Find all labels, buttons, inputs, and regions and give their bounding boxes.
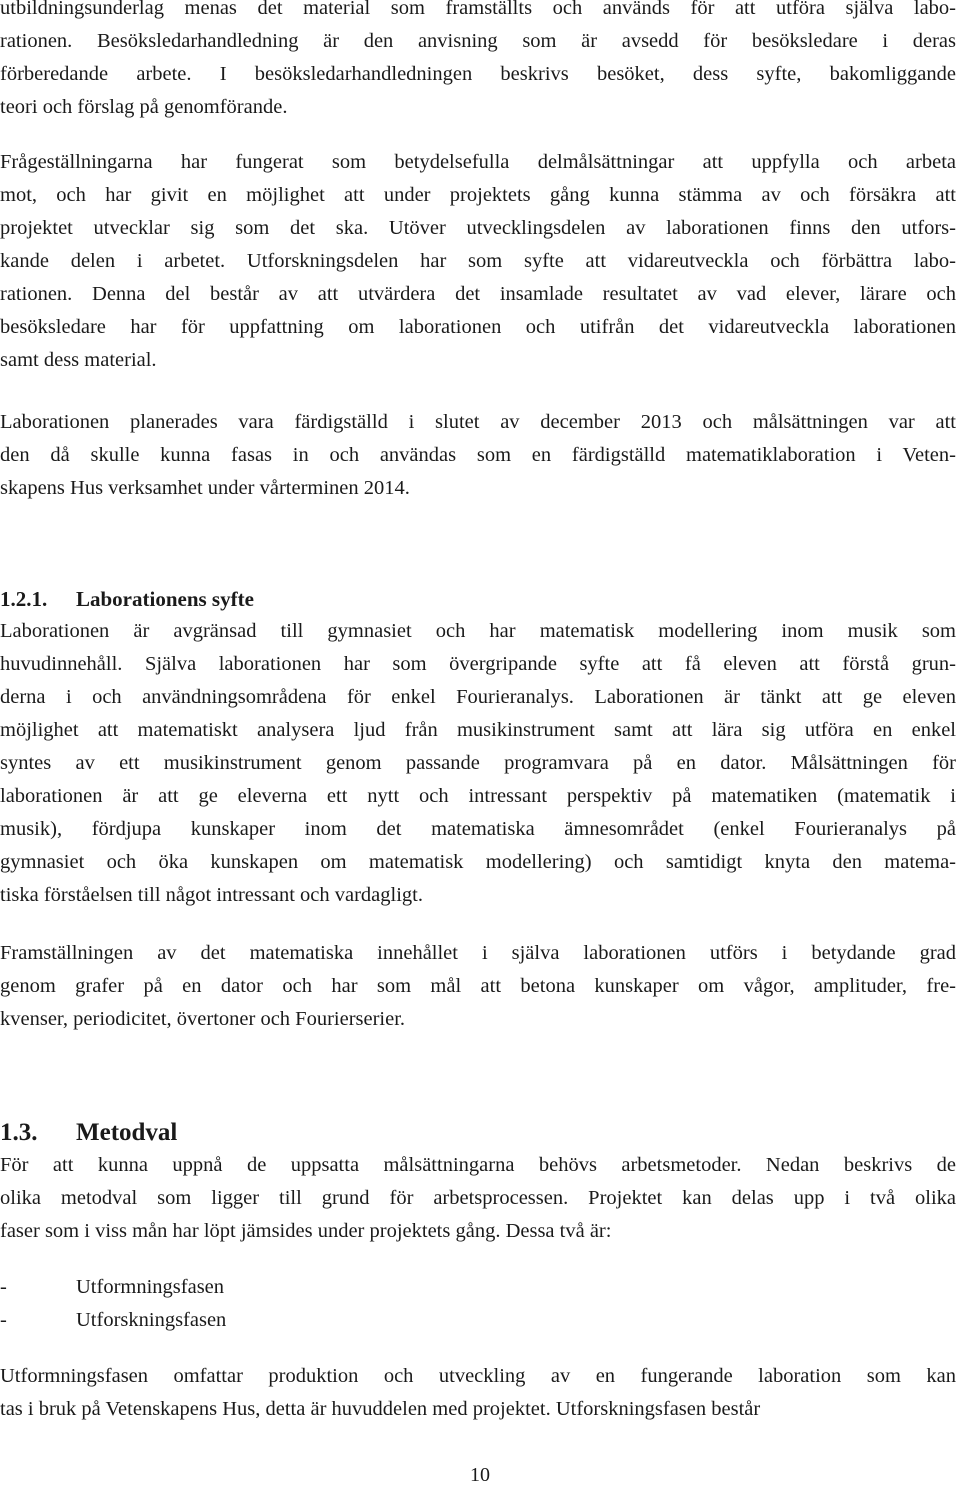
section-heading-1-3 [0,1115,956,1151]
paragraph-5 [0,937,956,1036]
text-line: tiska förståelsen till något intressant och vardagligt. [0,884,423,906]
text-line: tas i bruk på Vetenskapens Hus, detta är huvuddelen med projektet. Utforskningsfasen består [0,1398,761,1420]
list-item [0,1271,956,1304]
page-number: 10 [470,1464,490,1486]
list-item-text: Utformningsfasen [76,1276,225,1298]
paragraph-6 [0,1149,956,1248]
text-line: musik), fördjupa kunskaper inom det matematiska ämnesområdet (enkel Fourieranalys på [0,818,956,840]
paragraph-3 [0,406,956,505]
list-bullet: - [0,1309,7,1331]
text-line: förberedande arbete. I besöksledarhandledningen beskrivs besöket, dess syfte, bakomliggande [0,63,956,85]
text-line: kande delen i arbetet. Utforskningsdelen har som syfte att vidareutveckla och förbättra labo- [0,250,956,272]
text-line: teori och förslag på genomförande. [0,96,288,118]
text-line: den då skulle kunna fasas in och användas som en färdigställd matematiklaboration i Veten- [0,444,956,466]
list-item [0,1304,956,1337]
text-line: möjlighet att matematiskt analysera ljud från musikinstrument samt att lära sig utföra en enkel [0,719,956,741]
section-number: 1.2.1. [0,587,48,611]
section-number: 1.3. [0,1119,38,1146]
text-line: rationen. Besöksledarhandledning är den anvisning som är avsedd för besöksledare i deras [0,30,956,52]
text-line: genom grafer på en dator och har som mål att betona kunskaper om vågor, amplituder, fre- [0,975,956,997]
paragraph-1 [0,0,956,124]
text-line: Laborationen planerades vara färdigställd i slutet av december 2013 och målsättningen var att [0,411,956,433]
text-line: kvenser, periodicitet, övertoner och Fourierserier. [0,1008,406,1030]
text-line: skapens Hus verksamhet under vårterminen 2014. [0,477,410,499]
list-item-text: Utforskningsfasen [76,1309,227,1331]
text-line: samt dess material. [0,349,157,371]
text-line: gymnasiet och öka kunskapen om matematisk modellering) och samtidigt knyta den matema- [0,851,956,873]
section-heading-1-2-1 [0,583,956,615]
text-line: projektet utvecklar sig som det ska. Utöver utvecklingsdelen av laborationen finns den utfors- [0,217,956,239]
section-title: Metodval [76,1119,178,1146]
text-line: Utformningsfasen omfattar produktion och utveckling av en fungerande laboration som kan [0,1365,956,1387]
text-line: Frågeställningarna har fungerat som betydelsefulla delmålsättningar att uppfylla och arbeta [0,151,956,173]
text-line: huvudinnehåll. Själva laborationen har som övergripande syfte att få eleven att förstå grun- [0,653,956,675]
text-line: rationen. Denna del består av att utvärdera det insamlade resultatet av vad elever, lärare och [0,283,956,305]
text-line: syntes av ett musikinstrument genom passande programvara på en dator. Målsättningen för [0,752,956,774]
text-line: mot, och har givit en möjlighet att under projektets gång kunna stämma av och försäkra att [0,184,956,206]
text-line: utbildningsunderlag menas det material som framställts och används för att utföra själva labo- [0,0,956,19]
paragraph-7 [0,1360,956,1426]
text-line: faser som i viss mån har löpt jämsides under projektets gång. Dessa två är: [0,1220,612,1242]
section-title: Laborationens syfte [76,587,254,611]
text-line: olika metodval som ligger till grund för arbetsprocessen. Projektet kan delas upp i två olika [0,1187,956,1209]
text-line: För att kunna uppnå de uppsatta målsättningarna behövs arbetsmetoder. Nedan beskrivs de [0,1154,956,1176]
text-line: Framställningen av det matematiska innehållet i själva laborationen utförs i betydande grad [0,942,956,964]
text-line: Laborationen är avgränsad till gymnasiet och har matematisk modellering inom musik som [0,620,956,642]
text-line: derna i och användningsområdena för enkel Fourieranalys. Laborationen är tänkt att ge eleven [0,686,956,708]
text-line: laborationen är att ge eleverna ett nytt och intressant perspektiv på matematiken (matematik i [0,785,956,807]
text-line: besöksledare har för uppfattning om laborationen och utifrån det vidareutveckla laborationen [0,316,956,338]
list-bullet: - [0,1276,7,1298]
paragraph-4 [0,615,956,912]
paragraph-2 [0,146,956,377]
